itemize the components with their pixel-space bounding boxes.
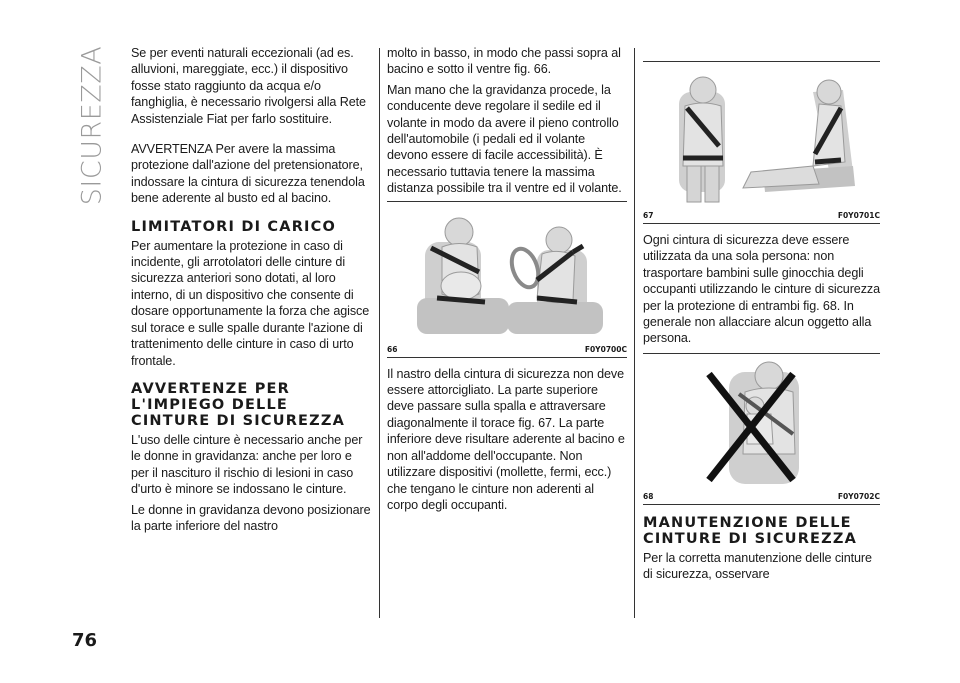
column-3 — [643, 45, 880, 587]
section-heading-load-limiters: LIMITATORI DI CARICO — [131, 218, 337, 235]
paragraph: L'uso delle cinture è necessario anche per le donne in gravidanza: anche per loro e per il nascituro il rischio di lesioni in caso d'urto è minore se indossano le cinture. — [131, 432, 363, 497]
child-on-lap-prohibited-illustration — [643, 354, 880, 489]
section-side-title — [72, 45, 112, 205]
figure-caption — [643, 208, 880, 223]
figure-caption — [643, 489, 880, 504]
figure-68 — [643, 354, 880, 504]
figure-caption — [387, 342, 627, 357]
pregnant-woman-seatbelt-illustration — [387, 202, 627, 342]
seatbelt-correct-wear-illustration — [643, 62, 880, 208]
figure-number: 67 — [643, 211, 654, 220]
paragraph: Se per eventi naturali eccezionali (ad es. alluvioni, mareggiate, ecc.) il dispositivo fosse stato raggiunto da acqua e/o fanghiglia, è necessario rivolgersi alla Rete Assistenziale Fiat per farlo sostituire. — [131, 46, 366, 126]
figure-67 — [643, 62, 880, 223]
figure-bottom-rule — [387, 357, 627, 358]
figure-bottom-rule — [643, 504, 880, 505]
column-divider — [379, 48, 380, 618]
page-number: 76 — [72, 630, 98, 651]
section-heading-seatbelt-warnings: AVVERTENZE PER L'IMPIEGO DELLE CINTURE DI SICUREZZA — [131, 380, 346, 429]
figure-number: 68 — [643, 491, 654, 501]
column-divider — [634, 48, 635, 618]
figure-bottom-rule — [643, 223, 880, 224]
paragraph: Man mano che la gravidanza procede, la conducente deve regolare il sedile ed il volante in modo da avere il pieno controllo dell'automobile (i pedali ed il volante devono essere di facile accessibilità). È necessario tuttavia tenere la massima distanza possibile tra il ventre ed il volante. — [387, 82, 622, 196]
paragraph: Per la corretta manutenzione delle cinture di sicurezza, osservare — [643, 550, 872, 582]
paragraph: Ogni cintura di sicurezza deve essere utilizzata da una sola persona: non trasportare bambini sulle ginocchia degli occupanti utilizzando le cinture di sicurezza per la protezione di entrambi fig. 68. In generale non allacciare alcun oggetto alla persona. — [643, 233, 881, 346]
column-1 — [131, 45, 373, 538]
figure-code: F0Y0700C — [584, 344, 627, 354]
section-heading-seatbelt-maintenance: MANUTENZIONE DELLE CINTURE DI SICUREZZA — [643, 514, 858, 547]
figure-code: F0Y0701C — [837, 211, 880, 220]
column-2 — [387, 45, 627, 517]
figure-66 — [387, 202, 627, 357]
paragraph: Le donne in gravidanza devono posizionare la parte inferiore del nastro — [131, 502, 371, 533]
paragraph-warning: AVVERTENZA Per avere la massima protezione dall'azione del pretensionatore, indossare la cintura di sicurezza tenendola bene aderente al busto ed al bacino. — [131, 142, 365, 206]
figure-number: 66 — [387, 344, 398, 354]
paragraph: molto in basso, in modo che passi sopra al bacino e sotto il ventre fig. 66. — [387, 46, 621, 77]
figure-code: F0Y0702C — [837, 491, 880, 501]
section-side-title-text: SICUREZZA — [76, 45, 108, 205]
paragraph: Il nastro della cintura di sicurezza non deve essere attorcigliato. La parte superiore deve passare sulla spalla e attraversare diagonalmente il torace fig. 67. La parte inferiore deve risultare aderente al bacino e non all'addome dell'occupante. Non utilizzare dispositivi (mollette, fermi, ecc.) che tengano le cinture non aderenti al corpo degli occupanti. — [387, 366, 625, 512]
paragraph: Per aumentare la protezione in caso di incidente, gli arrotolatori delle cinture di sicurezza anteriori sono dotati, al loro interno, di un dispositivo che consente di dosare opportunamente la forza che agisce sul torace e sulle spalle durante l'azione di trattenimento delle cinture in caso di urto frontale. — [131, 238, 370, 368]
